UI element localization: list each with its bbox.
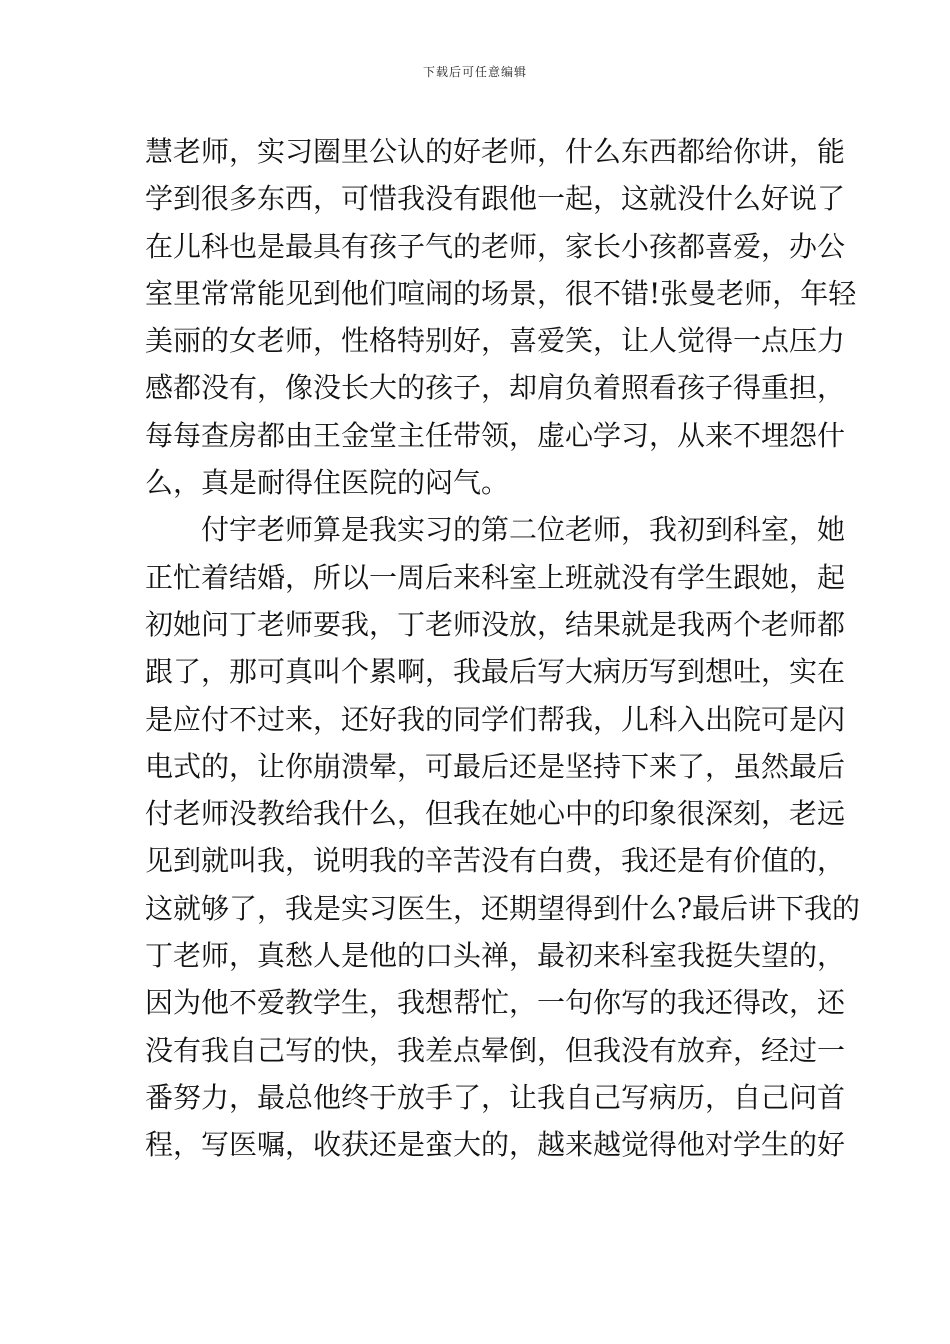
text-line: 正忙着结婚，所以一周后来科室上班就没有学生跟她，起 [145,560,846,594]
text-line: 感都没有，像没长大的孩子，却肩负着照看孩子得重担， [145,371,846,405]
text-line: 学到很多东西，可惜我没有跟他一起，这就没什么好说了 [145,182,846,216]
text-line: 因为他不爱教学生，我想帮忙，一句你写的我还得改，还 [145,986,846,1020]
text-line: 见到就叫我，说明我的辛苦没有白费，我还是有价值的， [145,844,846,878]
page-header: 下载后可任意编辑 [422,65,527,79]
text-line: 么，真是耐得住医院的闷气。 [145,466,510,500]
text-line: 每每查房都由王金堂主任带领，虚心学习，从来不埋怨什 [145,418,846,452]
text-line: 初她问丁老师要我，丁老师没放，结果就是我两个老师都 [145,607,846,641]
text-line: 付老师没教给我什么，但我在她心中的印象很深刻，老远 [145,797,846,831]
text-line: 美丽的女老师，性格特别好，喜爱笑，让人觉得一点压力 [145,324,846,358]
document-body [145,128,861,1169]
text-line: 跟了，那可真叫个累啊，我最后写大病历写到想吐，实在 [145,655,846,689]
text-line: 是应付不过来，还好我的同学们帮我，儿科入出院可是闪 [145,702,846,736]
text-line: 丁老师，真愁人是他的口头禅，最初来科室我挺失望的， [145,939,846,973]
text-line: 电式的，让你崩溃晕，可最后还是坚持下来了，虽然最后 [145,749,846,783]
text-line: 付宇老师算是我实习的第二位老师，我初到科室，她 [145,513,846,547]
text-line: 室里常常能见到他们喧闹的场景，很不错!张曼老师，年轻 [145,276,857,310]
text-line: 慧老师，实习圈里公认的好老师，什么东西都给你讲，能 [145,135,846,168]
text-line: 这就够了，我是实习医生，还期望得到什么?最后讲下我的 [145,891,861,925]
text-line: 在儿科也是最具有孩子气的老师，家长小孩都喜爱，办公 [145,229,846,263]
text-line: 番努力，最总他终于放手了，让我自己写病历，自己问首 [145,1080,846,1114]
text-line: 没有我自己写的快，我差点晕倒，但我没有放弃，经过一 [145,1033,846,1067]
text-line: 程，写医嘱，收获还是蛮大的，越来越觉得他对学生的好 [145,1128,846,1162]
